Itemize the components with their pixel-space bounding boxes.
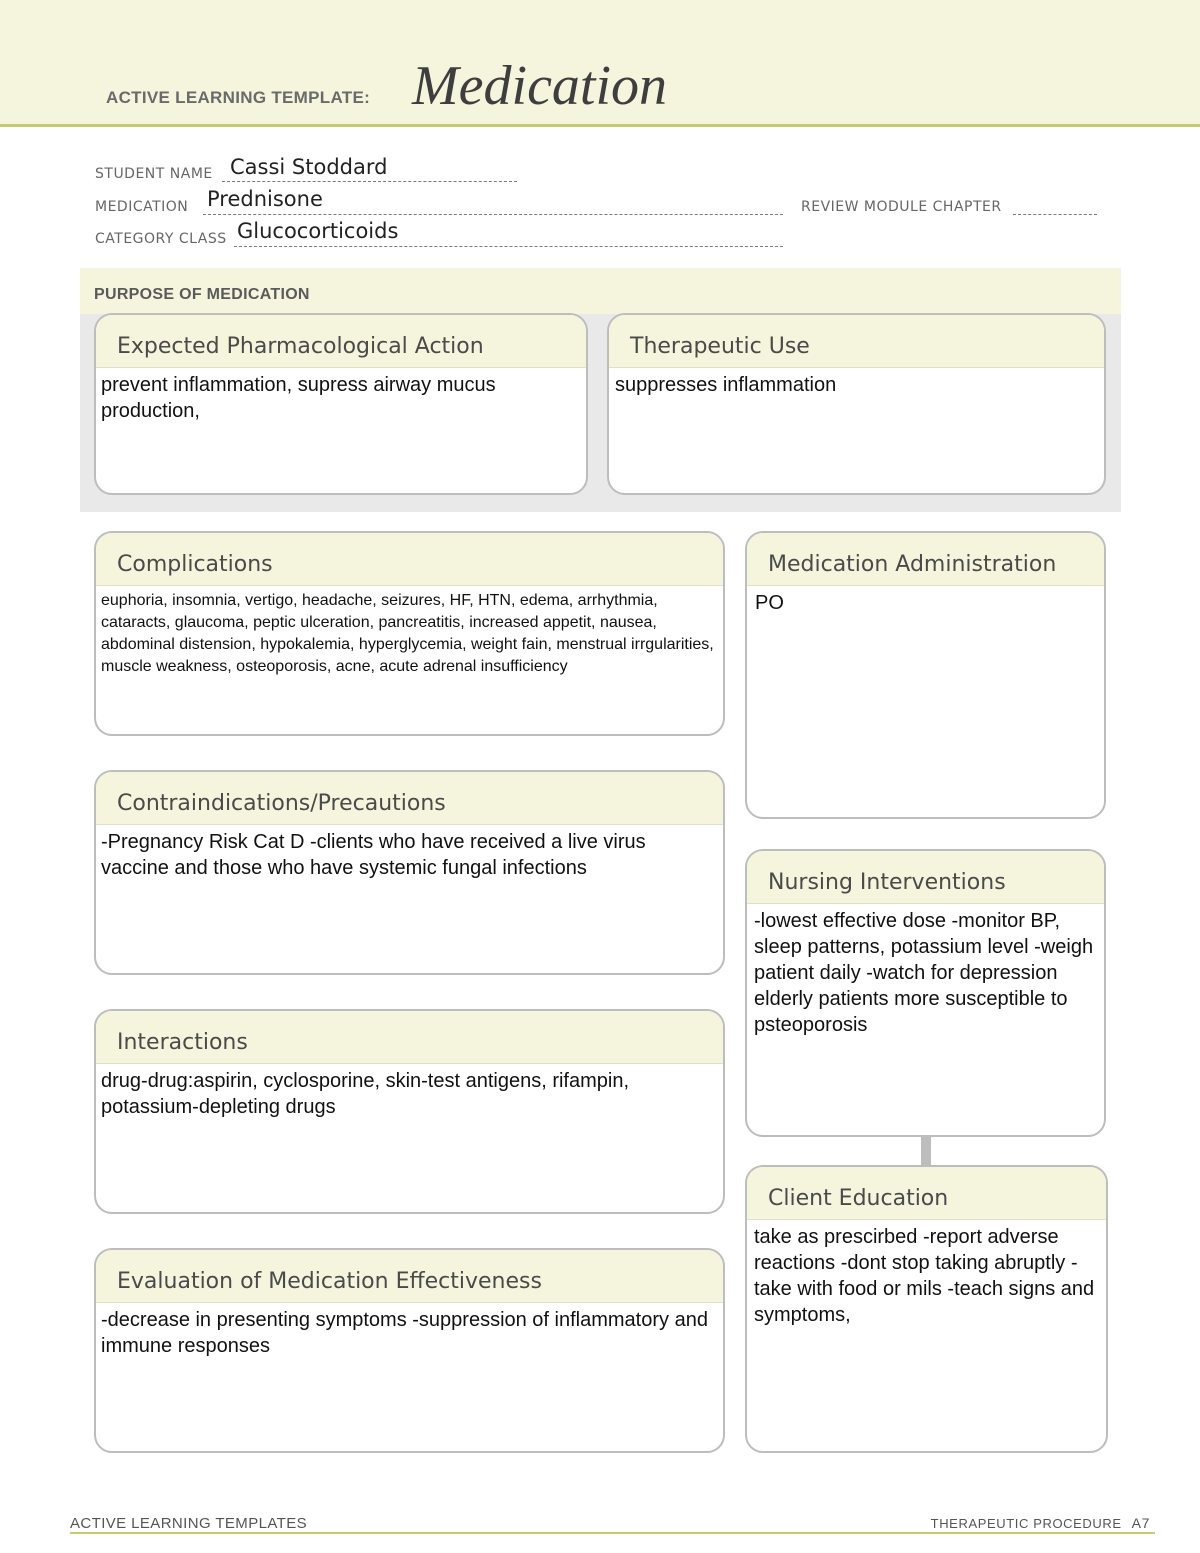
- page-number: A7: [1131, 1515, 1150, 1531]
- medication-administration-text[interactable]: PO: [755, 592, 784, 614]
- therapeutic-use-text[interactable]: suppresses inflammation: [615, 374, 837, 396]
- category-class-line: [234, 246, 783, 247]
- interactions-header: [96, 1011, 723, 1064]
- nursing-interventions-title: Nursing Interventions: [768, 869, 1006, 895]
- student-name-line: [222, 181, 517, 182]
- review-module-line: [1013, 214, 1097, 215]
- complications-box: [94, 531, 725, 736]
- therapeutic-use-box: [607, 313, 1106, 495]
- contraindications-box: [94, 770, 725, 975]
- template-label: ACTIVE LEARNING TEMPLATE:: [106, 88, 371, 107]
- expected-action-box: [94, 313, 588, 495]
- header-rule: [0, 124, 1200, 127]
- category-class-field[interactable]: Glucocorticoids: [237, 219, 399, 243]
- medication-line: [203, 214, 783, 215]
- client-education-header: [747, 1167, 1106, 1220]
- footer-left-label: ACTIVE LEARNING TEMPLATES: [70, 1515, 307, 1532]
- medication-administration-box: [745, 531, 1106, 819]
- therapeutic-use-title: Therapeutic Use: [630, 333, 810, 359]
- student-name-label: STUDENT NAME: [95, 166, 213, 182]
- evaluation-text[interactable]: -decrease in presenting symptoms -suppression of inflammatory and immune responses: [101, 1309, 708, 1357]
- complications-header: [96, 533, 723, 586]
- client-education-box: [745, 1165, 1108, 1453]
- evaluation-box: [94, 1248, 725, 1453]
- student-name-field[interactable]: Cassi Stoddard: [230, 155, 388, 179]
- interactions-title: Interactions: [117, 1029, 248, 1055]
- medication-administration-header: [747, 533, 1104, 586]
- purpose-label: PURPOSE OF MEDICATION: [94, 286, 310, 303]
- connector-bar: [921, 1135, 931, 1167]
- contraindications-text[interactable]: -Pregnancy Risk Cat D -clients who have received a live virus vaccine and those who have systemic fungal infections: [101, 831, 646, 879]
- complications-text[interactable]: euphoria, insomnia, vertigo, headache, seizures, HF, HTN, edema, arrhythmia, cataracts, glaucoma, peptic ulceration, pancreatitis, increased appetit, nausea, abdominal distension, hypokalemia, hyperglycemia, weight fain, menstrual irrgularities, muscle weakness, osteoporosis, acne, acute adrenal insufficiency: [101, 592, 714, 675]
- contraindications-title: Contraindications/Precautions: [117, 790, 446, 816]
- therapeutic-use-header: [609, 315, 1104, 368]
- medication-administration-title: Medication Administration: [768, 551, 1057, 577]
- expected-action-text[interactable]: prevent inflammation, supress airway mucus production,: [101, 374, 496, 422]
- evaluation-header: [96, 1250, 723, 1303]
- footer-right: [931, 1515, 1150, 1531]
- nursing-interventions-text[interactable]: -lowest effective dose -monitor BP, sleep patterns, potassium level -weigh patient daily -watch for depression elderly patients more susceptible to psteoporosis: [754, 910, 1094, 1036]
- review-module-label: REVIEW MODULE CHAPTER: [801, 199, 1002, 215]
- client-education-title: Client Education: [768, 1185, 949, 1211]
- nursing-interventions-header: [747, 851, 1104, 904]
- expected-action-title: Expected Pharmacological Action: [117, 333, 484, 359]
- evaluation-title: Evaluation of Medication Effectiveness: [117, 1268, 542, 1294]
- interactions-text[interactable]: drug-drug:aspirin, cyclosporine, skin-test antigens, rifampin, potassium-depleting drugs: [101, 1070, 630, 1118]
- client-education-text[interactable]: take as prescirbed -report adverse reactions -dont stop taking abruptly -take with food or mils -teach signs and symptoms,: [754, 1226, 1095, 1326]
- category-class-label: CATEGORY CLASS: [95, 231, 227, 247]
- medication-field[interactable]: Prednisone: [207, 187, 323, 211]
- medication-label: MEDICATION: [95, 199, 189, 215]
- expected-action-header: [96, 315, 586, 368]
- interactions-box: [94, 1009, 725, 1214]
- contraindications-header: [96, 772, 723, 825]
- complications-title: Complications: [117, 551, 273, 577]
- footer-rule: [70, 1532, 1155, 1534]
- template-title: Medication: [412, 55, 668, 117]
- footer-right-label: THERAPEUTIC PROCEDURE: [930, 1516, 1122, 1531]
- nursing-interventions-box: [745, 849, 1106, 1137]
